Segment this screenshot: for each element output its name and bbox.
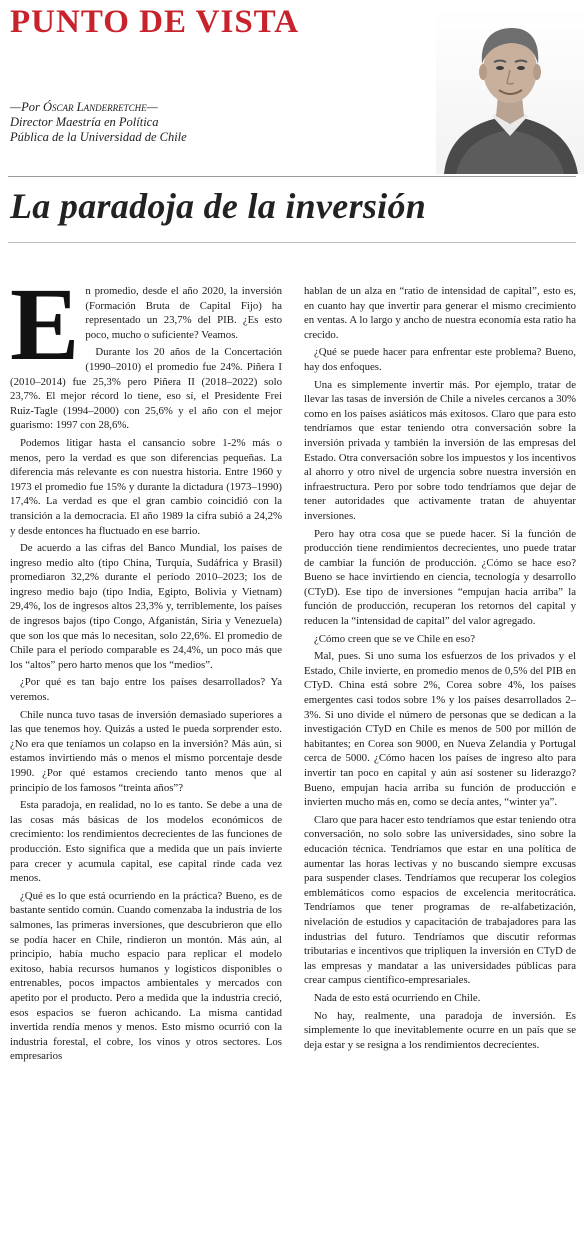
paragraph: ¿Cómo creen que se ve Chile en eso? xyxy=(314,632,475,645)
author-portrait xyxy=(436,8,584,174)
drop-cap: E xyxy=(10,267,80,382)
author-name: Óscar Landerretche xyxy=(43,100,147,114)
article-column-right xyxy=(304,284,576,1055)
header-divider xyxy=(8,176,576,177)
paragraph-continued: hablan de un alza en “ratio de intensidad de capital”, esto es, en cuanto hay que invertir para generar el mismo crecimiento en ventas. A lo largo y ancho de nuestra economía esta ratio ha crecido. xyxy=(304,285,576,341)
byline-author-line xyxy=(10,100,340,115)
byline-prefix: —Por xyxy=(10,100,43,114)
paragraph: Pero hay otra cosa que se puede hacer. Si la función de producción tiene rendimientos decrecientes, uno puede tratar de cambiar la función de producción. ¿Cómo se hace eso? Bueno se hace invirtiendo en ciencia, tecnología y desarrollo (CTyD). Ese tipo de inversiones “empujan hacia arriba” la función de producción, recuperan los retornos del capital y reducen la “intensidad de capital” del valor agregado. xyxy=(304,527,576,628)
paragraph: Chile nunca tuvo tasas de inversión demasiado superiores a las que tenemos hoy. Quizás a usted le pueda sorprender esto. ¿No era que teníamos un colapso en la inversión? Más aún, si estamos invirtiendo más o menos el mismo porcentaje desde 1990. ¿Por qué estamos creciendo tanto menos que al principio de los famosos “treinta años”? xyxy=(10,708,282,794)
lead-text: n promedio, desde el año 2020, la inversión (Formación Bruta de Capital Fijo) ha representado un 23,7% del PIB. ¿Es esto poco, mucho o suficiente? Veamos. xyxy=(85,285,282,341)
paragraph: Mal, pues. Si uno suma los esfuerzos de los privados y el Estado, Chile invierte, en promedio menos de 0,5% del PIB en CTyD. China está sobre 2%, Corea sobre 4%, los países emergentes casi todos sobre 1% y los países desarrollados 2–3%. Si uno divide el número de personas que se dedican a la investigación CTyD en Chile es menos de 500 por millón de habitantes; en Corea son 9000, en Nueva Zelandia y Portugal cerca de 5000. ¿Cómo hacen los países de ingreso alto para invertir tan poco en capital y aún así sostener su liderazgo? Bueno, empujan hacia arriba su función de producción e invierten mucho más en, como se decía antes, “winter ya”. xyxy=(304,650,576,809)
paragraph: No hay, realmente, una paradoja de inversión. Es simplemente lo que inevitablemente ocurre en un país que se deja estar y se resigna a los rendimientos decrecientes. xyxy=(304,1009,576,1051)
paragraph: ¿Qué es lo que está ocurriendo en la práctica? Bueno, es de bastante sentido común. Cuando comenzaba la industria de los salmones, las primeras inversiones, que descubrieron que ello se podía hacer en Chile, rindieron un montón. Más aún, al principio, había mucho espacio para replicar el modelo exitoso, había recursos humanos y logísticos disponibles o entrenables, pocos impactos ambientales y mercados con apetito por el producto. Pero a medida que la industria creció, esos espacios se fueron achicando. La misma cantidad invertida rendía menos y menos. Esto mismo ocurrió con la industria forestal, el cobre, los vinos y otros sectores. Los empresarios xyxy=(10,889,282,1063)
paragraph: Podemos litigar hasta el cansancio sobre 1-2% más o menos, pero la verdad es que son diferencias pequeñas. La diferencia más relevante es con nuestra historia. Entre 1960 y 1973 el promedio fue 15% y durante la dictadura (1973–1990) 17,4%. La verdad es que el gran cambio coincidió con la transición a la democracia. El año 1989 la cifra subió a 24,2% y desde entonces ha fluctuado en ese barrio. xyxy=(10,436,282,537)
paragraph: Una es simplemente invertir más. Por ejemplo, tratar de llevar las tasas de inversión de Chile a niveles cercanos a 30% como en los países asiáticos más exitosos. Claro que para esto tendríamos que estar teniendo otra conversación sobre la inversión privada y también la inversión de las empresas del Estado. Otra conversación sobre los impuestos y los incentivos al ahorro y otro nivel de urgencia sobre nuestra inversión en infraestructura. Pero por sobre todo tendríamos que dejar de tener autoridades que activamente tratan de ahuyentar inversiones. xyxy=(304,378,576,522)
paragraph-lead xyxy=(10,267,282,382)
paragraph: Esta paradoja, en realidad, no lo es tanto. Se debe a una de las cosas más básicas de los modelos económicos de crecimiento: los rendimientos decrecientes de las funciones de producción. Esto significa que a medida que un país invierte para crecer y acumula capital, ese capital rinde cada vez menos. xyxy=(10,799,282,885)
paragraph: Nada de esto está ocurriendo en Chile. xyxy=(314,991,481,1004)
paragraph: Durante los 20 años de la Concertación (1990–2010) el promedio fue 24%. Piñera I (2010–2014) fue 25,3% pero Piñera II (2018–2022) solo 23,7%. El mejor récord lo tiene, eso sí, el Presidente Frei Ruiz-Tagle (1994–2000) con 25,6% y el año con el mejor guarismo: 1997 con 28,6%. xyxy=(10,346,282,432)
section-title: PUNTO DE VISTA xyxy=(10,4,300,40)
byline xyxy=(10,100,340,145)
author-portrait-illustration xyxy=(436,8,584,174)
paragraph: Claro que para hacer esto tendríamos que estar teniendo otra conversación, no solo sobre las universidades, sino sobre la educación técnica. Tendríamos que estar en una política de aumentar las horas lectivas y no buscando siempre excusas para suspender clases. Tendríamos que recuperar los colegios emblemáticos como espacios de excelencia meritocrática. Tendríamos que tener programas de re-alfabetización, nivelación de estudios y capacitación de trabajadores para las industrias del futuro. Tendríamos que discutir reformas tributarias e incentivos que tripliquen la inversión en CTyD de las empresas y mandatar a las universidades públicas para crear campus científico-empresariales. xyxy=(304,813,576,987)
author-role-line-2: Pública de la Universidad de Chile xyxy=(10,130,187,144)
headline: La paradoja de la inversión xyxy=(10,186,427,226)
paragraph: ¿Por qué es tan bajo entre los países desarrollados? Ya veremos. xyxy=(10,676,282,704)
headline-divider xyxy=(8,242,576,243)
article-column-left xyxy=(10,267,282,1067)
byline-suffix: — xyxy=(146,100,158,114)
paragraph: De acuerdo a las cifras del Banco Mundial, los países de ingreso medio alto (tipo China, Turquía, Sudáfrica y Brasil) promediaron 32,2% durante el período 2010–2023; los de ingreso medio bajo (tipo India, Egipto, Bolivia y Vietnam) 29,4%, los de ingresos altos 23,3% y, terriblemente, los países de ingresos bajos (tipo Congo, Afganistán, Siria y Venezuela) que son los que más lo necesitan, solo 22,6%. El promedio de Chile para el período comparable es 24,4%, un poco más que los “altos” pero harto menos que los “medios”. xyxy=(10,542,282,671)
paragraph: ¿Qué se puede hacer para enfrentar este problema? Bueno, hay dos enfoques. xyxy=(304,346,576,373)
author-role-line-1: Director Maestría en Política xyxy=(10,115,159,129)
